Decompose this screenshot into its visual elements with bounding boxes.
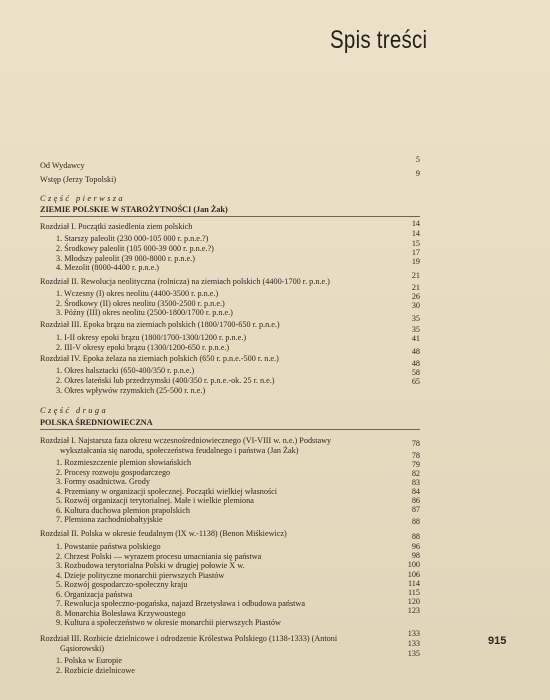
toc-page-number: 88 — [411, 532, 420, 541]
toc-entry-title: 1. Okres halsztacki (650-400/350 r. p.n.e.) — [56, 366, 195, 375]
toc-entry-title: 6. Organizacja państwa — [56, 590, 133, 599]
toc-page-number: 114 — [408, 579, 420, 588]
toc-page-number: 26 — [411, 292, 420, 301]
toc-entry-title: Wstęp (Jerzy Topolski) — [40, 175, 117, 184]
toc-page-number: 133 — [407, 639, 420, 648]
toc-page-number: 84 — [411, 487, 420, 496]
toc-page-number: 19 — [411, 257, 420, 266]
toc-page-number: 98 — [411, 551, 420, 560]
toc-entry-title: 1. Polska w Europie — [56, 656, 122, 665]
toc-page-number: 96 — [411, 542, 420, 551]
toc-entry-title: 2. Chrzest Polski — wyrazem procesu umacniania się państwa — [56, 552, 262, 561]
section-heading: ZIEMIE POLSKIE W STAROŻYTNOŚCI (Jan Żak) — [40, 205, 228, 214]
toc-entry-title: 2. Środkowy paleolit (105 000-39 000 r. p.n.e.?) — [56, 244, 214, 253]
toc-entry-title: 2. Procesy rozwoju gospodarczego — [56, 468, 171, 477]
toc-page-number-row — [0, 300, 550, 312]
toc-page-number: 100 — [407, 560, 420, 569]
toc-page-number-row — [0, 168, 550, 180]
part-heading: Część pierwsza — [40, 194, 126, 203]
toc-page-number-row — [0, 256, 550, 268]
toc-page-number-row — [0, 438, 550, 450]
toc-entry-title: Rozdział III. Rozbicie dzielnicowe i odrodzenie Królestwa Polskiego (1138-1333) (Antoni — [40, 634, 338, 643]
toc-entry-title: Rozdział II. Rewolucja neolityczna (rolnicza) na ziemiach polskich (4400-1700 r. p.n.e.) — [40, 277, 330, 286]
section-rule — [40, 429, 420, 430]
toc-page-number: 133 — [407, 629, 420, 638]
toc-page-number: 48 — [411, 359, 420, 368]
toc-entry-title: 7. Rewolucja społeczno-pogańska, najazd Brzetysława i odbudowa państwa — [56, 599, 305, 608]
toc-page-number: 14 — [411, 219, 420, 228]
toc-page-number: 30 — [411, 301, 420, 310]
toc-entry-title: 1. Rozmieszczenie plemion słowiańskich — [56, 458, 192, 467]
toc-page-number: 21 — [411, 283, 420, 292]
page-title: Spis treści — [330, 26, 428, 54]
toc-entry-title: Gąsiorowski) — [60, 644, 105, 653]
toc-page-number: 15 — [411, 239, 420, 248]
part-heading: Część druga — [40, 406, 109, 415]
toc-page-number: 115 — [408, 588, 420, 597]
toc-entry-title: Od Wydawcy — [40, 161, 85, 170]
toc-page-number: 82 — [411, 469, 420, 478]
toc-entry-title: 2. Rozbicie dzielnicowe — [56, 666, 135, 675]
toc-page-number-row — [0, 154, 550, 166]
toc-page-number-row — [0, 516, 550, 528]
toc-page-number: 58 — [411, 368, 420, 377]
toc-entry-title: 4. Dzieje polityczne monarchii pierwszych Piastów — [56, 571, 225, 580]
toc-page-number-row — [0, 376, 550, 388]
toc-page-number: 9 — [415, 169, 420, 178]
toc-page-number: 123 — [407, 606, 420, 615]
section-heading: POLSKA ŚREDNIOWIECZNA — [40, 418, 153, 427]
toc-entry-title: 1. Powstanie państwa polskiego — [56, 542, 161, 551]
toc-entry-title: Rozdział III. Epoka brązu na ziemiach polskich (1800/1700-650 r. p.n.e.) — [40, 320, 280, 329]
toc-page-number: 48 — [411, 347, 420, 356]
toc-page-number-row — [0, 346, 550, 358]
toc-entry-title: 3. Formy osadnictwa. Grody — [56, 477, 150, 486]
toc-page-number: 17 — [411, 248, 420, 257]
toc-entry-title: 3. Rozbudowa terytorialna Polski w drugiej połowie X w. — [56, 561, 245, 570]
toc-entry-title: wykształcania się narodu, społeczeństwa feudalnego i państwa (Jan Żak) — [60, 446, 299, 455]
toc-page-number: 35 — [411, 314, 420, 323]
toc-page-number: 135 — [407, 649, 420, 658]
folio-number: 915 — [488, 635, 507, 647]
toc-entry-title: 7. Plemiona zachodniobałtyjskie — [56, 515, 163, 524]
toc-entry-title: 5. Rozwój organizacji terytorialnej. Małe i wielkie plemiona — [56, 496, 254, 505]
toc-entry-title: 8. Monarchia Bolesława Krzywoustego — [56, 609, 186, 618]
toc-entry[interactable] — [0, 665, 550, 677]
toc-entry-title: 6. Kultura duchowa plemion prapolskich — [56, 506, 190, 515]
toc-page-number-row — [0, 605, 550, 617]
toc-entry-title: Rozdział IV. Epoka żelaza na ziemiach polskich (650 r. p.n.e.-500 r. n.e.) — [40, 354, 279, 363]
toc-entry-title: 9. Kultura a społeczeństwo w okresie monarchii pierwszych Piastów — [56, 618, 281, 627]
toc-entry-title: 2. Środkowy (II) okres neolitu (3500-2500 r. p.n.e.) — [56, 299, 225, 308]
toc-page-number: 106 — [407, 570, 420, 579]
toc-page-number-row — [0, 648, 550, 660]
toc-page-number: 86 — [411, 496, 420, 505]
toc-entry-title: 3. Młodszy paleolit (39 000-8000 r. p.n.e.) — [56, 254, 195, 263]
toc-page-number: 14 — [411, 229, 420, 238]
toc-page-number: 120 — [407, 597, 420, 606]
toc-entry-title: 4. Przemiany w organizacji społecznej. Początki wielkiej własności — [56, 487, 278, 496]
toc-entry-title: Rozdział I. Początki zasiedlenia ziem polskich — [40, 222, 193, 231]
toc-page-number: 78 — [411, 439, 420, 448]
toc-page-number: 87 — [411, 505, 420, 514]
toc-entry-title: Rozdział II. Polska w okresie feudalnym (IX w.-1138) (Benon Miśkiewicz) — [40, 529, 287, 538]
toc-entry-title: 2. Okres lateński lub przedrzymski (400/350 r. p.n.e.-ok. 25 r. n.e.) — [56, 376, 275, 385]
toc-page-number-row — [0, 333, 550, 345]
toc-page-number: 79 — [411, 460, 420, 469]
toc-page-number: 21 — [411, 271, 420, 280]
toc-entry-title: 1. I-II okresy epoki brązu (1800/1700-1300/1200 r. p.n.e.) — [56, 333, 247, 342]
toc-entry-title: 3. Późny (III) okres neolitu (2500-1800/1700 r. p.n.e.) — [56, 308, 233, 317]
toc-entry-title: 1. Wczesny (I) okres neolitu (4400-3500 r. p.n.e.) — [56, 289, 219, 298]
toc-page-number: 5 — [415, 155, 420, 164]
toc-entry-title: 4. Mezolit (8000-4400 r. p.n.e.) — [56, 263, 160, 272]
toc-entry-title: Rozdział I. Najstarsza faza okresu wczesnośredniowiecznego (VI-VIII w. n.e.) Podstawy — [40, 436, 332, 445]
toc-page-number-row — [0, 504, 550, 516]
toc-entry-title: 3. Okres wpływów rzymskich (25-500 r. n.e.) — [56, 386, 206, 395]
toc-page-number: 41 — [411, 334, 420, 343]
toc-page-number: 83 — [411, 478, 420, 487]
toc-entry-title: 2. III-V okresy epoki brązu (1300/1200-650 r. p.n.e.) — [56, 343, 230, 352]
toc-page-number: 35 — [411, 325, 420, 334]
toc-page-number: 88 — [411, 517, 420, 526]
section-rule — [40, 216, 420, 217]
toc-page-number: 78 — [411, 451, 420, 460]
toc-page-number-row — [0, 270, 550, 282]
toc-page-number: 65 — [411, 377, 420, 386]
toc-entry-title: 1. Starszy paleolit (230 000-105 000 r. p.n.e.?) — [56, 234, 209, 243]
toc-entry-title: 5. Rozwój gospodarczo-społeczny kraju — [56, 580, 188, 589]
